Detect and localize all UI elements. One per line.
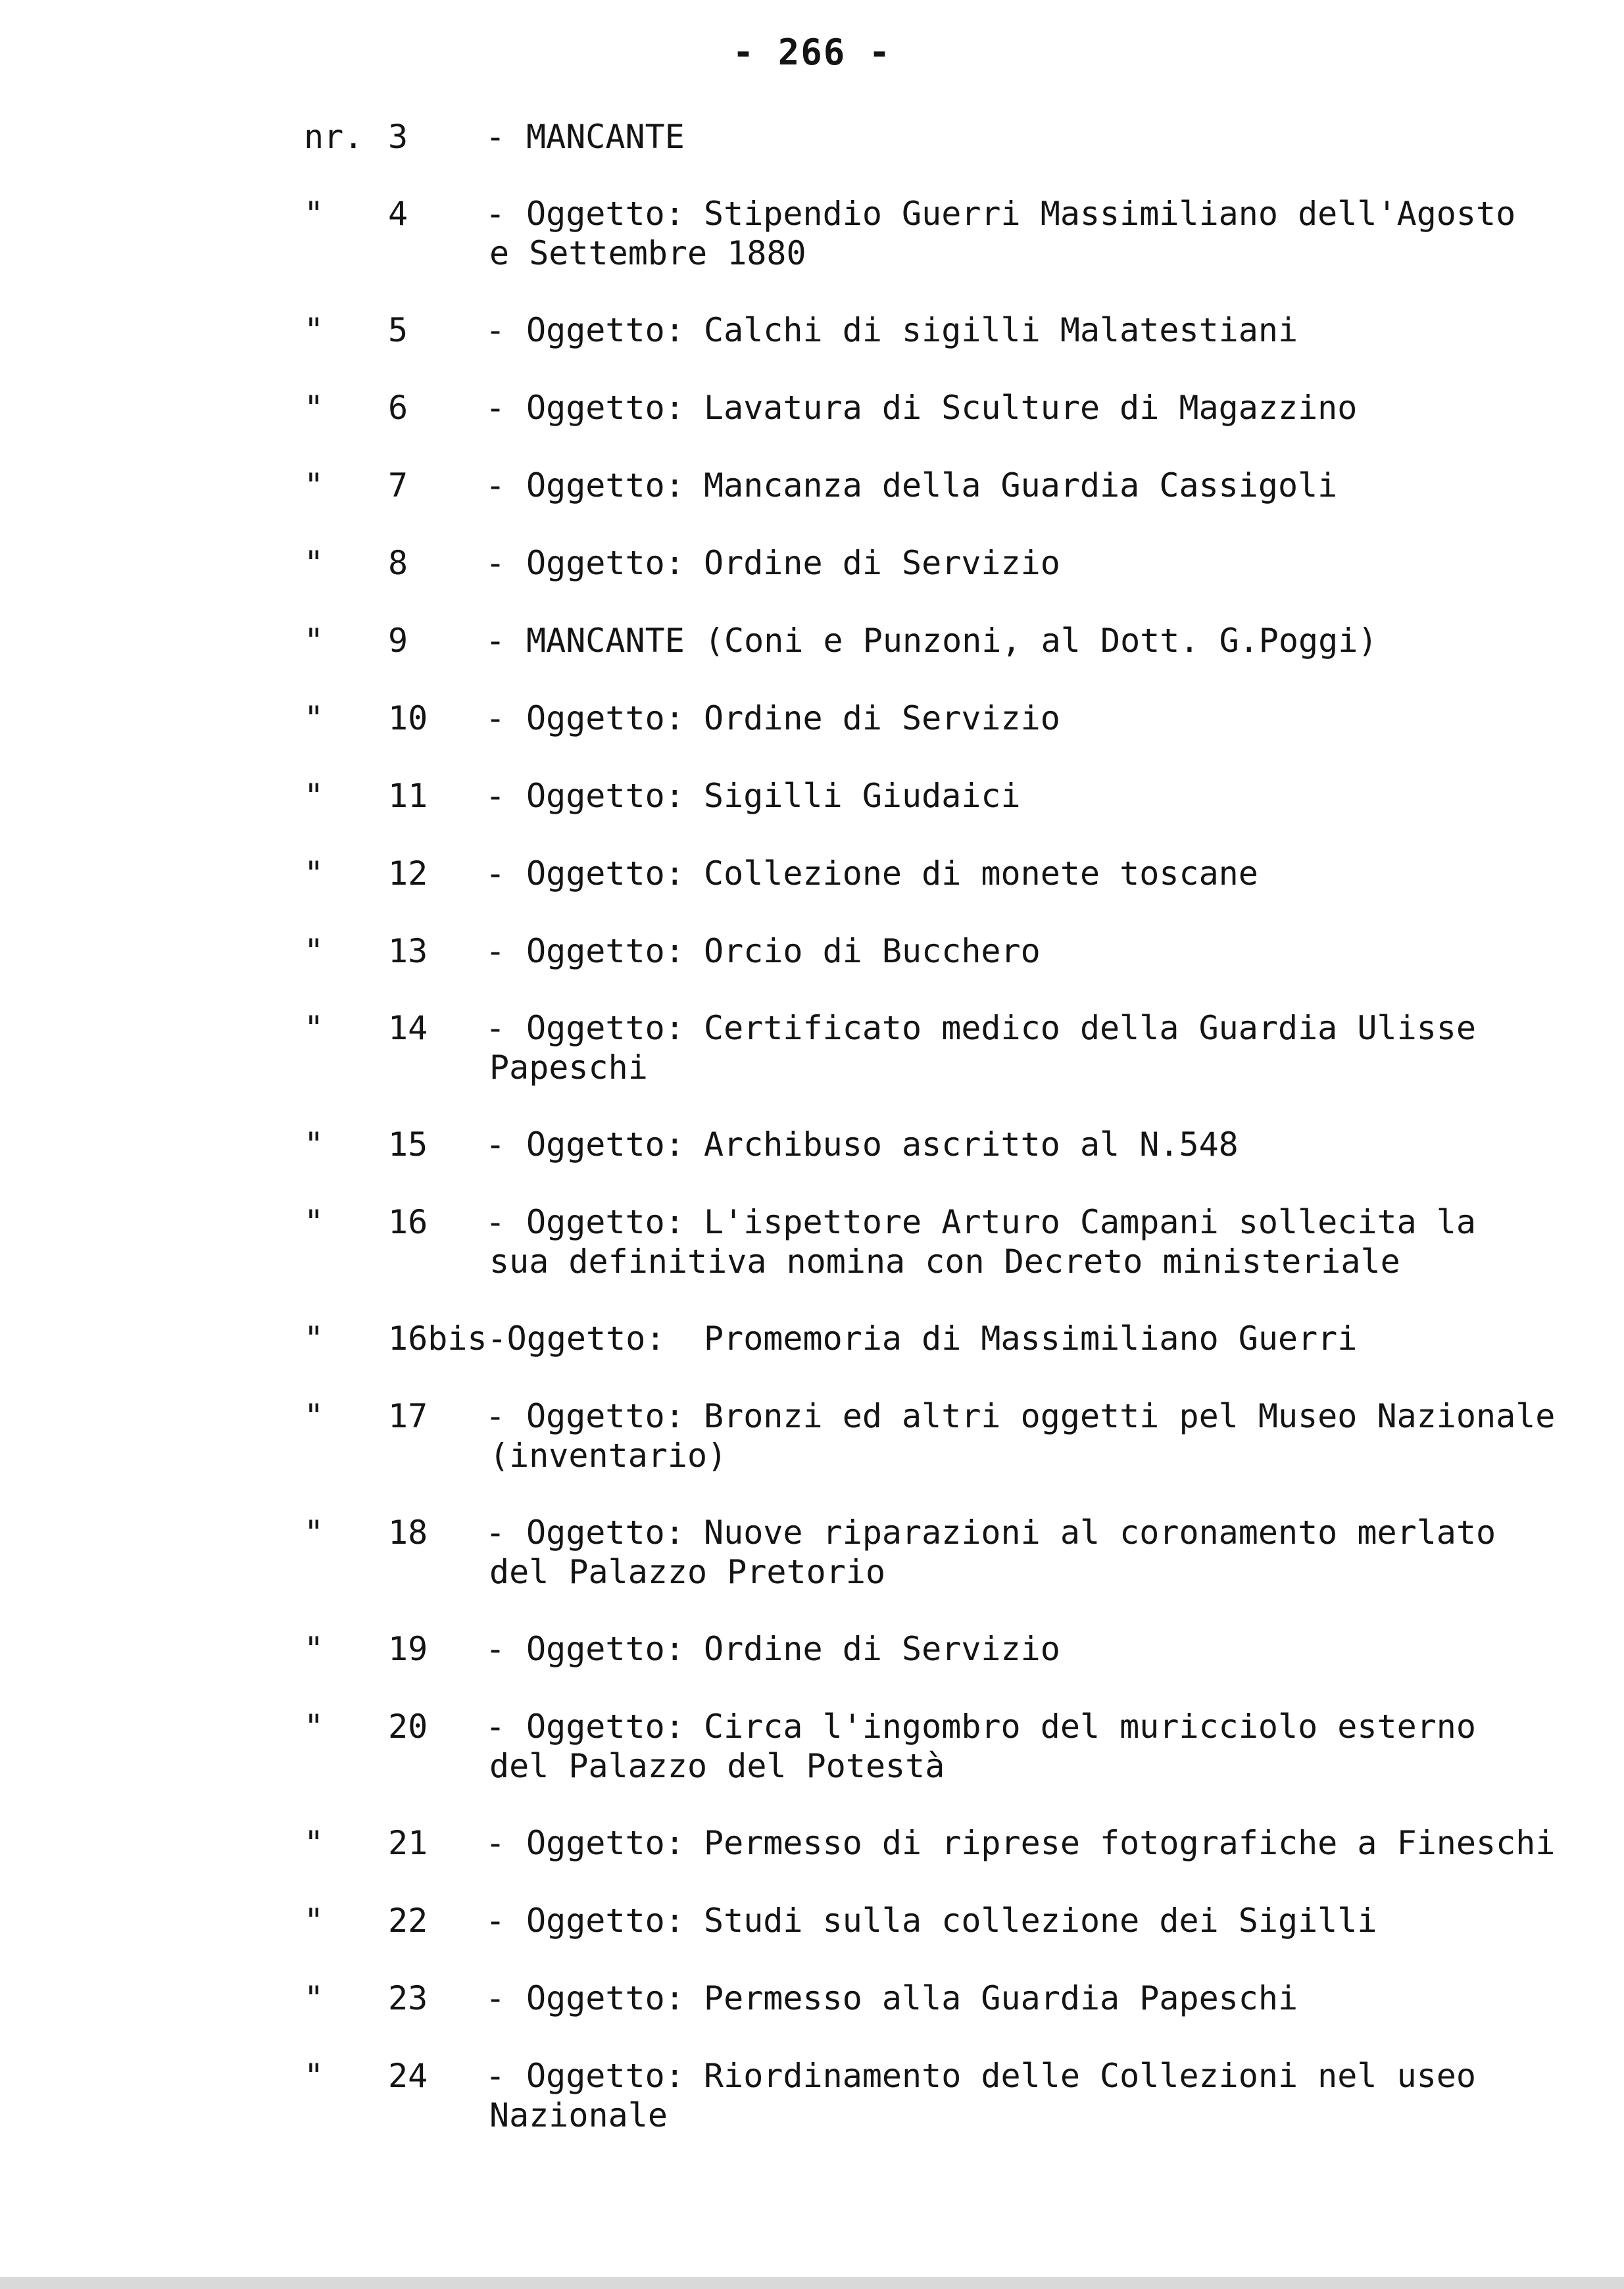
- entry-dash: -: [485, 2057, 506, 2095]
- entry-number: 20: [388, 1708, 428, 1746]
- entry-number: 15: [388, 1125, 428, 1164]
- entry-dash: -: [485, 932, 506, 970]
- entry-prefix: ": [304, 1979, 324, 2017]
- entry-text: Ordine di Servizio: [704, 544, 1060, 582]
- entry-continuation: del Palazzo Pretorio: [489, 1553, 886, 1591]
- entry-label: Oggetto:: [526, 1514, 685, 1552]
- entry-text: Nuove riparazioni al coronamento merlato: [704, 1514, 1496, 1552]
- entry-number: 21: [388, 1824, 428, 1862]
- entry-number: 24: [388, 2057, 428, 2095]
- entry-number: 11: [388, 777, 428, 815]
- entry-number: 9: [388, 622, 408, 660]
- entry-number: 19: [388, 1630, 428, 1668]
- entry-prefix: ": [304, 389, 324, 427]
- entry-text: Collezione di monete toscane: [704, 854, 1258, 893]
- entry-dash: -: [485, 1824, 506, 1862]
- entry-text: Circa l'ingombro del muricciolo esterno: [704, 1708, 1476, 1746]
- entry-number: 6: [388, 389, 408, 427]
- entry-label: Oggetto:: [526, 932, 685, 970]
- entry-prefix: nr.: [304, 118, 364, 156]
- entry-dash: -: [485, 311, 506, 349]
- entry-prefix: ": [304, 1397, 324, 1435]
- entry-dash: -: [485, 622, 506, 660]
- entry-label: Oggetto:: [526, 1203, 685, 1241]
- entry-text: Permesso di riprese fotografiche a Fineschi: [704, 1824, 1556, 1862]
- entry-continuation: Papeschi: [489, 1048, 648, 1087]
- entry-label: Oggetto:: [526, 1824, 685, 1862]
- entry-dash: -: [485, 854, 506, 893]
- entry-number: 3: [388, 118, 408, 156]
- entry-label: Oggetto:: [526, 1009, 685, 1047]
- entry-prefix: ": [304, 195, 324, 233]
- entry-dash: -: [485, 777, 506, 815]
- entry-text: Archibuso ascritto al N.548: [704, 1125, 1239, 1164]
- entry-number: 8: [388, 544, 408, 582]
- entry-number: 7: [388, 466, 408, 505]
- entry-dash: -: [485, 1125, 506, 1164]
- entry-text: Ordine di Servizio: [704, 1630, 1060, 1668]
- entry-text: Promemoria di Massimiliano Guerri: [704, 1319, 1358, 1358]
- entry-number: 10: [388, 699, 428, 737]
- entry-number: 17: [388, 1397, 428, 1435]
- entry-label: Oggetto:: [526, 466, 685, 505]
- entry-dash: -: [485, 1203, 506, 1241]
- entry-continuation: (inventario): [489, 1437, 727, 1475]
- entry-label: Oggetto:: [526, 1708, 685, 1746]
- scan-edge-strip: [0, 2277, 1624, 2289]
- entry-number: 4: [388, 195, 408, 233]
- entry-text: Mancanza della Guardia Cassigoli: [704, 466, 1338, 505]
- entry-dash: -: [485, 699, 506, 737]
- entry-text: Orcio di Bucchero: [704, 932, 1041, 970]
- entry-prefix: ": [304, 1514, 324, 1552]
- entry-dash: -: [485, 1630, 506, 1668]
- entry-dash: -: [485, 1009, 506, 1047]
- entry-number: 18: [388, 1514, 428, 1552]
- entry-label: Oggetto:: [526, 1630, 685, 1668]
- entry-dash: -: [485, 195, 506, 233]
- entry-label: Oggetto:: [526, 777, 685, 815]
- entry-prefix: ": [304, 622, 324, 660]
- entry-text: Sigilli Giudaici: [704, 777, 1021, 815]
- entry-continuation: del Palazzo del Potestà: [489, 1747, 945, 1785]
- entry-prefix: ": [304, 1630, 324, 1668]
- entry-label: Oggetto:: [526, 389, 685, 427]
- entry-prefix: ": [304, 2057, 324, 2095]
- entry-prefix: ": [304, 932, 324, 970]
- entry-text: Calchi di sigilli Malatestiani: [704, 311, 1298, 349]
- entry-number: 16: [388, 1203, 428, 1241]
- entry-label: Oggetto:: [526, 195, 685, 233]
- entry-label: Oggetto:: [526, 699, 685, 737]
- entry-number-bis: 16bis-Oggetto:: [388, 1319, 666, 1358]
- page-number: - 266 -: [732, 32, 892, 73]
- entry-prefix: ": [304, 1902, 324, 1940]
- entry-prefix: ": [304, 1009, 324, 1047]
- entry-dash: -: [485, 1514, 506, 1552]
- entry-text: Lavatura di Sculture di Magazzino: [704, 389, 1358, 427]
- entry-text: Certificato medico della Guardia Ulisse: [704, 1009, 1476, 1047]
- entry-prefix: ": [304, 1708, 324, 1746]
- entry-continuation: Nazionale: [489, 2096, 668, 2134]
- entry-prefix: ": [304, 854, 324, 893]
- entry-prefix: ": [304, 1203, 324, 1241]
- entry-dash: -: [485, 466, 506, 505]
- entry-continuation: sua definitiva nomina con Decreto ministeriale: [489, 1243, 1400, 1281]
- entry-text: Bronzi ed altri oggetti pel Museo Nazionale: [704, 1397, 1556, 1435]
- entry-prefix: ": [304, 311, 324, 349]
- entry-prefix: ": [304, 544, 324, 582]
- entry-text: Ordine di Servizio: [704, 699, 1060, 737]
- entry-label: Oggetto:: [526, 1397, 685, 1435]
- entry-text: MANCANTE: [526, 118, 685, 156]
- entry-label: Oggetto:: [526, 1902, 685, 1940]
- entry-dash: -: [485, 389, 506, 427]
- entry-prefix: ": [304, 699, 324, 737]
- entry-label: Oggetto:: [526, 1979, 685, 2017]
- entry-label: Oggetto:: [526, 854, 685, 893]
- entry-text: Permesso alla Guardia Papeschi: [704, 1979, 1298, 2017]
- entry-number: 13: [388, 932, 428, 970]
- entry-label: Oggetto:: [526, 544, 685, 582]
- entry-dash: -: [485, 1397, 506, 1435]
- entry-prefix: ": [304, 1824, 324, 1862]
- entry-dash: -: [485, 1902, 506, 1940]
- entry-text: Studi sulla collezione dei Sigilli: [704, 1902, 1377, 1940]
- entry-prefix: ": [304, 1319, 324, 1358]
- entry-prefix: ": [304, 466, 324, 505]
- entry-number: 22: [388, 1902, 428, 1940]
- entry-label: Oggetto:: [526, 2057, 685, 2095]
- entry-text: MANCANTE (Coni e Punzoni, al Dott. G.Poggi): [526, 622, 1378, 660]
- entry-dash: -: [485, 1979, 506, 2017]
- entry-number: 14: [388, 1009, 428, 1047]
- entry-text: Stipendio Guerri Massimiliano dell'Agosto: [704, 195, 1516, 233]
- entry-number: 5: [388, 311, 408, 349]
- entry-prefix: ": [304, 777, 324, 815]
- entry-text: L'ispettore Arturo Campani sollecita la: [704, 1203, 1476, 1241]
- entry-dash: -: [485, 1708, 506, 1746]
- entry-prefix: ": [304, 1125, 324, 1164]
- entry-label: Oggetto:: [526, 311, 685, 349]
- entry-dash: -: [485, 544, 506, 582]
- entry-continuation: e Settembre 1880: [489, 234, 806, 272]
- entry-dash: -: [485, 118, 506, 156]
- entry-label: Oggetto:: [526, 1125, 685, 1164]
- entry-number: 23: [388, 1979, 428, 2017]
- entry-text: Riordinamento delle Collezioni nel useo: [704, 2057, 1476, 2095]
- entry-number: 12: [388, 854, 428, 893]
